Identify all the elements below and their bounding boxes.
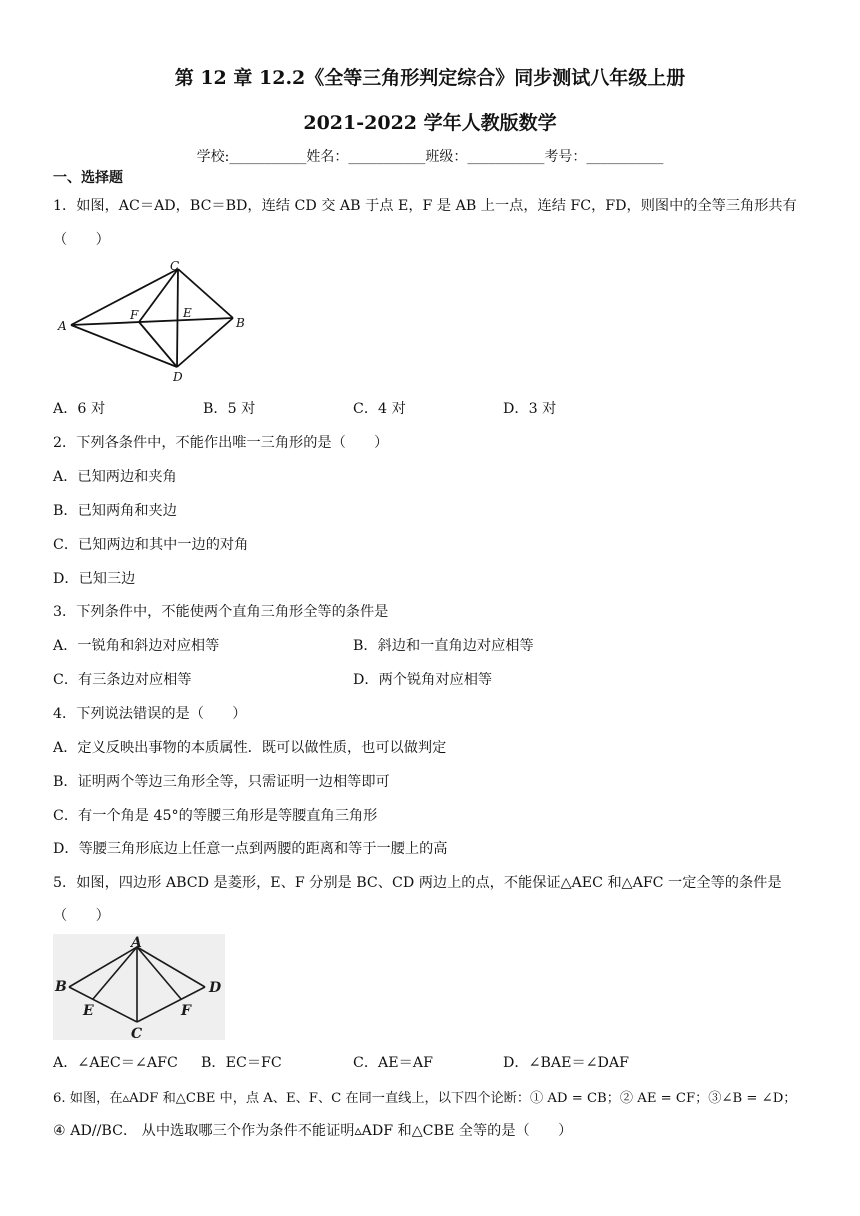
q3-option-a: A．一锐角和斜边对应相等 xyxy=(53,638,220,654)
q1-label-e: E xyxy=(183,306,192,320)
q4-stem: 4．下列说法错误的是（ ） xyxy=(53,706,247,722)
q1-label-f: F xyxy=(130,308,139,322)
q1-label-c: C xyxy=(170,259,180,273)
q5-label-d: D xyxy=(209,980,222,996)
q5-label-e: E xyxy=(83,1003,94,1019)
q5-option-b: B．EC＝FC xyxy=(201,1055,282,1071)
q1-label-a: A xyxy=(58,319,67,333)
q1-line-ac xyxy=(71,269,178,325)
q2-option-b: B．已知两角和夹边 xyxy=(53,503,177,519)
q2-stem: 2．下列各条件中，不能作出唯一三角形的是（ ） xyxy=(53,435,389,451)
q5-label-a: A xyxy=(131,935,142,951)
q1-line-ab xyxy=(71,318,233,325)
q1-label-d: D xyxy=(173,370,183,384)
q3-option-c: C．有三条边对应相等 xyxy=(53,672,192,688)
q1-line-fc xyxy=(139,269,178,322)
q1-figure xyxy=(55,258,260,386)
q1-stem: 1．如图，AC＝AD，BC＝BD，连结 CD 交 AB 于点 E，F 是 AB 上一点，连结 FC，FD，则图中的全等三角形共有 xyxy=(53,198,797,214)
q5-option-a: A．∠AEC＝∠AFC xyxy=(53,1055,178,1071)
q6-stem-line1: 6. 如图，在▵ADF 和△CBE 中，点 A、E、F、C 在同一直线上，以下四个论断：① AD = CB；② AE = CF；③∠B = ∠D； xyxy=(53,1091,797,1106)
q1-option-d: D．3 对 xyxy=(503,401,557,417)
q5-stem: 5．如图，四边形 ABCD 是菱形，E、F 分别是 BC、CD 两边上的点，不能保证△AEC 和△AFC 一定全等的条件是 xyxy=(53,875,782,891)
q4-option-a: A．定义反映出事物的本质属性．既可以做性质，也可以做判定 xyxy=(53,740,447,756)
q1-option-b: B．5 对 xyxy=(203,401,256,417)
q3-stem: 3．下列条件中，不能使两个直角三角形全等的条件是 xyxy=(53,604,389,620)
page-title: 第 12 章 12.2《全等三角形判定综合》同步测试八年级上册 xyxy=(174,67,686,89)
q5-option-d: D．∠BAE＝∠DAF xyxy=(503,1055,630,1071)
q2-option-a: A．已知两边和夹角 xyxy=(53,469,177,485)
q5-label-f: F xyxy=(181,1003,191,1019)
q1-line-cd xyxy=(177,269,178,367)
q5-label-c: C xyxy=(131,1026,143,1040)
q3-option-d: D．两个锐角对应相等 xyxy=(353,672,493,688)
q5-figure xyxy=(53,934,225,1040)
q1-label-b: B xyxy=(236,316,245,330)
q1-paren: （ ） xyxy=(53,232,110,248)
q1-line-db xyxy=(177,318,233,367)
q2-option-d: D．已知三边 xyxy=(53,571,136,587)
q1-option-a: A．6 对 xyxy=(53,401,106,417)
q4-option-c: C．有一个角是 45°的等腰三角形是等腰直角三角形 xyxy=(53,808,378,824)
q4-option-b: B．证明两个等边三角形全等，只需证明一边相等即可 xyxy=(53,774,390,790)
page-subtitle: 2021-2022 学年人教版数学 xyxy=(303,112,557,134)
q1-option-c: C．4 对 xyxy=(353,401,406,417)
q2-option-c: C．已知两边和其中一边的对角 xyxy=(53,537,249,553)
student-info-line: 学校:___________姓名：___________班级：___________考号：___________ xyxy=(196,149,664,165)
q6-stem-line2: ④ AD//BC． 从中选取哪三个作为条件不能证明▵ADF 和△CBE 全等的是（ ） xyxy=(53,1123,573,1139)
q5-option-c: C．AE＝AF xyxy=(353,1055,433,1071)
q3-option-b: B．斜边和一直角边对应相等 xyxy=(353,638,534,654)
q5-paren: （ ） xyxy=(53,908,110,924)
section-heading: 一、选择题 xyxy=(53,170,123,186)
q4-option-d: D．等腰三角形底边上任意一点到两腰的距离和等于一腰上的高 xyxy=(53,841,448,857)
q1-line-ad xyxy=(71,325,177,367)
q5-label-b: B xyxy=(55,979,67,995)
